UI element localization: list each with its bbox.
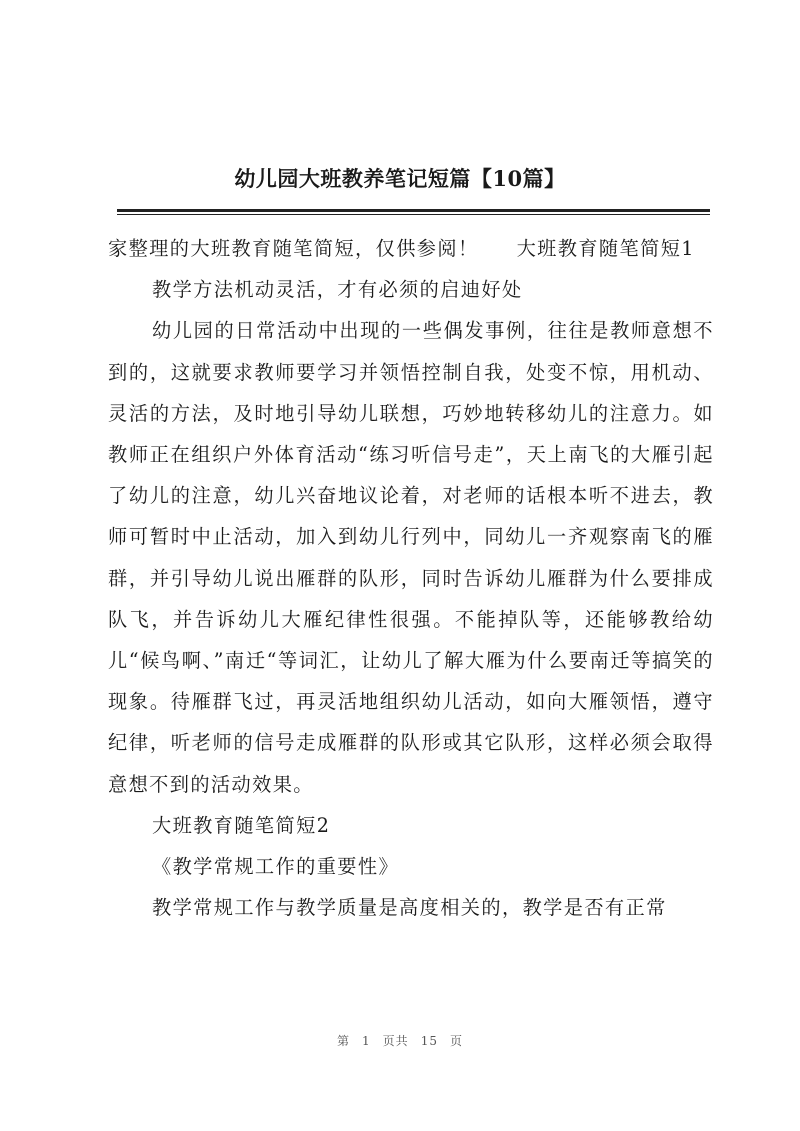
title-divider-thin xyxy=(117,214,710,215)
section1-body: 幼儿园的日常活动中出现的一些偶发事例，往往是教师意想不到的，这就要求教师要学习并领悟控制自我，处变不惊，用机动、灵活的方法，及时地引导幼儿联想，巧妙地转移幼儿的注意力。如教师正在组织户外体育活动“练习听信号走”，天上南飞的大雁引起了幼儿的注意，幼儿兴奋地议论着，对老师的话根本听不进去，教师可暂时中止活动，加入到幼儿行列中，同幼儿一齐观察南飞的雁群，并引导幼儿说出雁群的队形，同时告诉幼儿雁群为什么要排成队飞，并告诉幼儿大雁纪律性很强。不能掉队等，还能够教给幼儿“候鸟啊、”南迁“等词汇，让幼儿了解大雁为什么要南迁等搞笑的现象。待雁群飞过，再灵活地组织幼儿活动，如向大雁领悟，遵守纪律，听老师的信号走成雁群的队形或其它队形，这样必须会取得意想不到的活动效果。 xyxy=(108,319,714,796)
footer-page-current: 1 xyxy=(362,1034,371,1048)
footer-page-total: 15 xyxy=(420,1034,438,1048)
document-body xyxy=(108,228,714,928)
section1-subtitle: 教学方法机动灵活，才有必须的启迪好处 xyxy=(152,278,523,302)
section2-body: 教学常规工作与教学质量是高度相关的，教学是否有正常 xyxy=(152,896,667,920)
page-footer xyxy=(0,1032,800,1049)
intro-paragraph xyxy=(108,228,714,269)
section2-subtitle: 《教学常规工作的重要性》 xyxy=(152,855,400,879)
intro-text: 家整理的大班教育随笔简短，仅供参阅！ xyxy=(108,237,479,260)
footer-suffix: 页 xyxy=(449,1034,463,1048)
title-divider-thick xyxy=(117,209,710,212)
section1-heading: 大班教育随笔简短1 xyxy=(516,237,695,260)
footer-prefix: 第 xyxy=(337,1034,351,1048)
section2-heading: 大班教育随笔简短2 xyxy=(152,813,331,837)
document-title: 幼儿园大班教养笔记短篇【10篇】 xyxy=(234,166,566,191)
footer-mid: 页共 xyxy=(382,1034,409,1048)
